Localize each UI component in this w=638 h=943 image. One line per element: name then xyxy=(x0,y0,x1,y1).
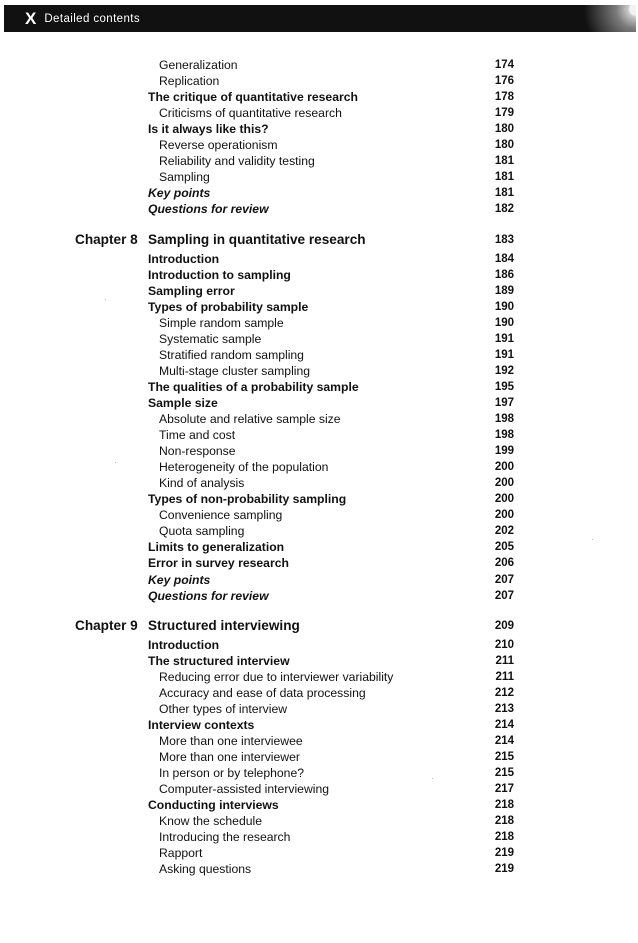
toc-entry-title: Interview contexts xyxy=(148,718,255,732)
toc-entry-title: Asking questions xyxy=(159,862,252,876)
toc-entry-page-number: 215 xyxy=(494,767,514,779)
toc-entry xyxy=(0,539,638,555)
toc-entry xyxy=(0,201,638,217)
chapter-heading xyxy=(0,616,638,636)
chapter-title: Structured interviewing xyxy=(148,618,300,633)
chapter-label: Chapter 8 xyxy=(75,232,138,247)
toc-entry-title: Questions for review xyxy=(148,202,269,216)
toc-entry-title: Stratified random sampling xyxy=(159,348,304,362)
toc-entry-title: Reducing error due to interviewer variability xyxy=(159,670,394,684)
toc-entry-title: Multi-stage cluster sampling xyxy=(159,364,311,378)
chapter-page-number: 183 xyxy=(494,234,514,246)
toc-entry xyxy=(0,845,638,861)
toc-entry-title: Error in survey research xyxy=(148,556,289,570)
print-speck xyxy=(115,462,116,463)
toc-entry-page-number: 199 xyxy=(494,445,514,457)
chapter-title: Sampling in quantitative research xyxy=(148,232,366,247)
toc-entry-page-number: 206 xyxy=(494,557,514,569)
toc-entry-title: Types of probability sample xyxy=(148,300,309,314)
toc-entry xyxy=(0,331,638,347)
toc-entry xyxy=(0,379,638,395)
toc-entry-title: Sample size xyxy=(148,396,218,410)
toc-entry xyxy=(0,669,638,685)
print-speck xyxy=(105,299,106,300)
toc-entry-title: Time and cost xyxy=(159,428,236,442)
toc-entry-page-number: 192 xyxy=(494,365,514,377)
toc-entry-page-number: 211 xyxy=(495,671,514,683)
toc-entry xyxy=(0,443,638,459)
toc-entry xyxy=(0,73,638,89)
toc-entry-page-number: 181 xyxy=(494,171,514,183)
toc-entry-title: The qualities of a probability sample xyxy=(148,380,359,394)
toc-entry xyxy=(0,523,638,539)
toc-entry xyxy=(0,733,638,749)
toc-entry-page-number: 202 xyxy=(494,525,514,537)
toc-entry-title: Introducing the research xyxy=(159,830,291,844)
toc-entry xyxy=(0,459,638,475)
toc-entry-title: Quota sampling xyxy=(159,524,245,538)
toc-entry xyxy=(0,861,638,877)
toc-entry-page-number: 182 xyxy=(494,203,514,215)
toc-entry-page-number: 210 xyxy=(494,639,514,651)
toc-entry-title: Reverse operationism xyxy=(159,138,278,152)
toc-entry-title: Other types of interview xyxy=(159,702,288,716)
toc-entry-page-number: 205 xyxy=(494,541,514,553)
toc-entry-page-number: 197 xyxy=(494,397,514,409)
toc-entry-page-number: 178 xyxy=(494,91,514,103)
toc-entry-title: Limits to generalization xyxy=(148,540,285,554)
toc-entry xyxy=(0,685,638,701)
toc-entry-title: Generalization xyxy=(159,58,238,72)
toc-entry xyxy=(0,491,638,507)
toc-entry-page-number: 186 xyxy=(494,269,514,281)
toc-entry xyxy=(0,701,638,717)
toc-entry-title: Know the schedule xyxy=(159,814,262,828)
toc-entry-title: Questions for review xyxy=(148,589,269,603)
toc-entry-title: Replication xyxy=(159,74,220,88)
front-matter-page-number: X xyxy=(25,8,37,28)
toc-entry xyxy=(0,89,638,105)
toc-entry xyxy=(0,797,638,813)
toc-entry-page-number: 174 xyxy=(494,59,514,71)
toc-entry xyxy=(0,57,638,73)
running-header-title: Detailed contents xyxy=(44,12,141,25)
toc-entry-title: Introduction xyxy=(148,252,220,266)
toc-entry xyxy=(0,121,638,137)
toc-entry-title: Types of non-probability sampling xyxy=(148,492,347,506)
toc-entry xyxy=(0,299,638,315)
toc-entry xyxy=(0,267,638,283)
toc-entry-title: Absolute and relative sample size xyxy=(159,412,341,426)
toc-entry-page-number: 181 xyxy=(494,187,514,199)
print-speck xyxy=(592,539,593,540)
toc-entry-page-number: 190 xyxy=(494,317,514,329)
toc-entry-page-number: 180 xyxy=(494,123,514,135)
toc-entry-title: Computer-assisted interviewing xyxy=(159,782,330,796)
toc-entry xyxy=(0,813,638,829)
toc-entry-title: Key points xyxy=(148,186,211,200)
toc-entry xyxy=(0,653,638,669)
toc-entry-page-number: 218 xyxy=(494,815,514,827)
toc-entry xyxy=(0,749,638,765)
print-speck xyxy=(432,778,433,779)
toc-entry xyxy=(0,169,638,185)
chapter-label: Chapter 9 xyxy=(75,618,138,633)
toc-entry xyxy=(0,555,638,571)
toc-entry xyxy=(0,507,638,523)
toc-entry-title: In person or by telephone? xyxy=(159,766,305,780)
toc-entry-title: Key points xyxy=(148,573,211,587)
toc-entry-title: Is it always like this? xyxy=(148,122,269,136)
toc-entry-title: Conducting interviews xyxy=(148,798,279,812)
toc-entry-page-number: 213 xyxy=(494,703,514,715)
toc-entry-page-number: 207 xyxy=(494,590,514,602)
toc-entry-page-number: 200 xyxy=(494,493,514,505)
toc-entry-page-number: 190 xyxy=(494,301,514,313)
toc-entry xyxy=(0,717,638,733)
toc-entry-title: Rapport xyxy=(159,846,203,860)
toc-entry-title: Systematic sample xyxy=(159,332,262,346)
toc-entry xyxy=(0,251,638,267)
toc-entry-title: More than one interviewee xyxy=(159,734,303,748)
toc-entry xyxy=(0,781,638,797)
toc-entry-page-number: 200 xyxy=(494,461,514,473)
toc-entry-title: Heterogeneity of the population xyxy=(159,460,329,474)
toc-entry-title: Sampling xyxy=(159,170,210,184)
toc-entry-page-number: 195 xyxy=(494,381,514,393)
toc-entry-page-number: 217 xyxy=(494,783,514,795)
toc-entry-page-number: 212 xyxy=(494,687,514,699)
toc-entry xyxy=(0,427,638,443)
toc-entry-page-number: 198 xyxy=(494,429,514,441)
toc-entry-title: Non-response xyxy=(159,444,236,458)
toc-entry xyxy=(0,185,638,201)
toc-entry-page-number: 219 xyxy=(494,847,514,859)
toc-entry-page-number: 211 xyxy=(495,655,514,667)
toc-entry-page-number: 189 xyxy=(494,285,514,297)
toc-entry-page-number: 214 xyxy=(494,735,514,747)
toc-entry xyxy=(0,588,638,604)
toc-entry xyxy=(0,637,638,653)
toc-entry xyxy=(0,411,638,427)
toc-entry xyxy=(0,137,638,153)
toc-entry-title: Accuracy and ease of data processing xyxy=(159,686,366,700)
chapter-page-number: 209 xyxy=(494,620,514,632)
toc-entry-page-number: 180 xyxy=(494,139,514,151)
toc-entry-title: Simple random sample xyxy=(159,316,284,330)
toc-entry-title: Introduction to sampling xyxy=(148,268,291,282)
toc-entry-page-number: 184 xyxy=(494,253,514,265)
toc-entry-page-number: 214 xyxy=(494,719,514,731)
toc-entry-title: More than one interviewer xyxy=(159,750,300,764)
toc-entry-page-number: 198 xyxy=(494,413,514,425)
toc-entry-title: Kind of analysis xyxy=(159,476,245,490)
toc-entry-page-number: 179 xyxy=(494,107,514,119)
toc-entry-page-number: 219 xyxy=(494,863,514,875)
toc-entry xyxy=(0,363,638,379)
toc-entry-page-number: 218 xyxy=(494,831,514,843)
toc-entry-page-number: 218 xyxy=(494,799,514,811)
toc-entry xyxy=(0,572,638,588)
toc-entry-title: Convenience sampling xyxy=(159,508,283,522)
toc-entry-title: Criticisms of quantitative research xyxy=(159,106,342,120)
toc-entry-title: Sampling error xyxy=(148,284,235,298)
toc-entry-title: Reliability and validity testing xyxy=(159,154,315,168)
toc-entry xyxy=(0,347,638,363)
toc-entry-page-number: 176 xyxy=(494,75,514,87)
toc-entry xyxy=(0,283,638,299)
toc-entry-page-number: 191 xyxy=(494,333,514,345)
toc-entry-page-number: 200 xyxy=(494,477,514,489)
toc-entry-page-number: 181 xyxy=(494,155,514,167)
toc-entry xyxy=(0,153,638,169)
toc-entry xyxy=(0,395,638,411)
toc-entry-page-number: 215 xyxy=(494,751,514,763)
toc-entry xyxy=(0,475,638,491)
toc-entry-page-number: 207 xyxy=(494,574,514,586)
toc-entry-title: Introduction xyxy=(148,638,220,652)
toc-entry xyxy=(0,765,638,781)
toc-entry xyxy=(0,829,638,845)
toc-entry xyxy=(0,315,638,331)
toc-entry-page-number: 191 xyxy=(494,349,514,361)
toc-entry-title: The structured interview xyxy=(148,654,290,668)
toc-entry-page-number: 200 xyxy=(494,509,514,521)
chapter-heading xyxy=(0,230,638,250)
toc-entry-title: The critique of quantitative research xyxy=(148,90,358,104)
toc-entry xyxy=(0,105,638,121)
